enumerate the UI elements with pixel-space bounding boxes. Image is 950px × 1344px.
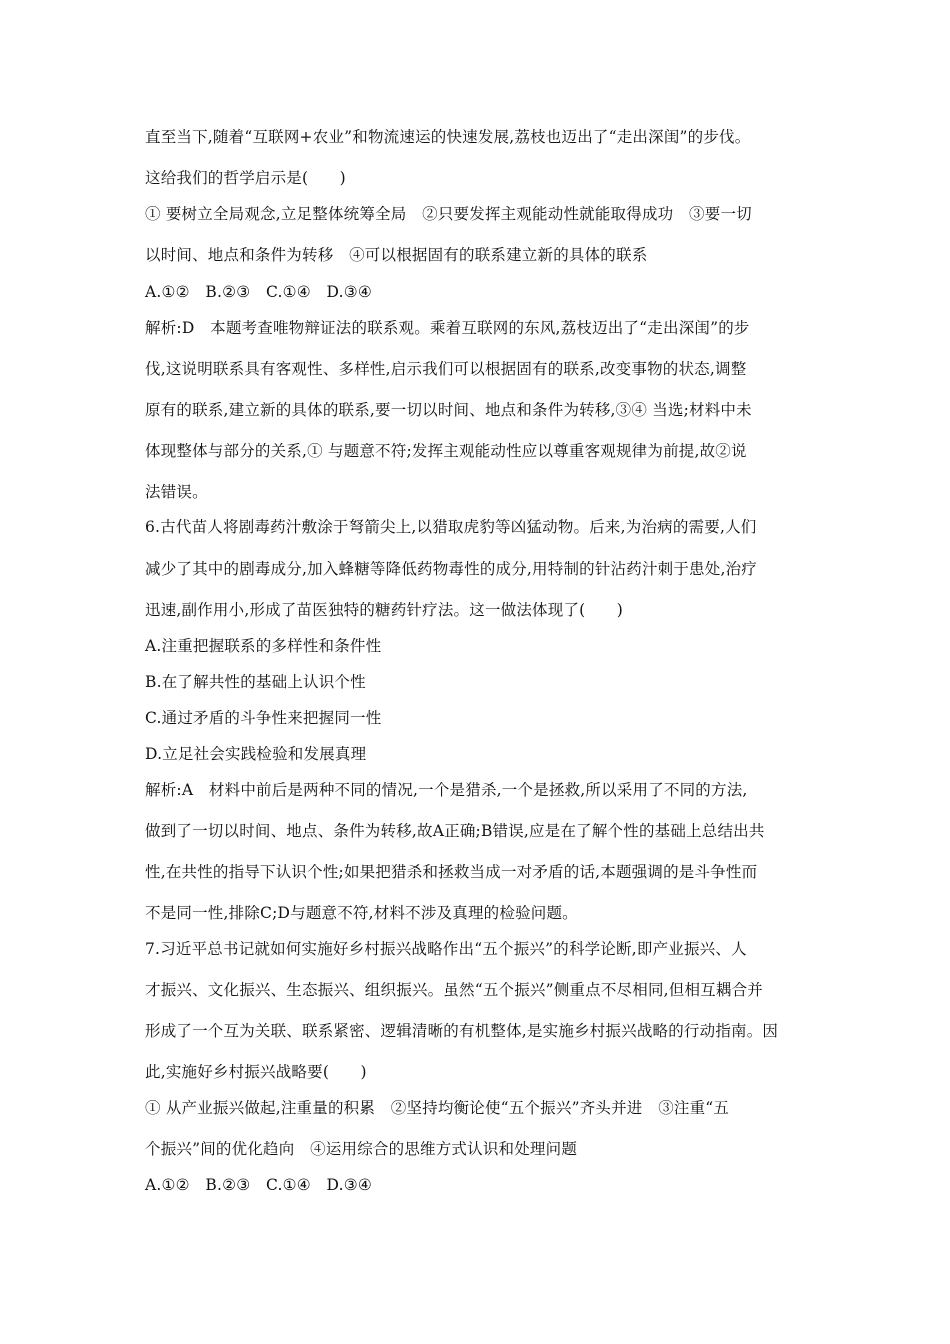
text-line: 此,实施好乡村振兴战略要( ) [145,1063,367,1081]
text-line: ① 从产业振兴做起,注重量的积累 ②坚持均衡论使“五个振兴”齐头并进 ③注重“五 [145,1099,730,1117]
text-line: 体现整体与部分的关系,① 与题意不符;发挥主观能动性应以尊重客观规律为前提,故②说 [145,442,747,460]
text-line: A.注重把握联系的多样性和条件性 [145,637,382,655]
text-line: 解析:D 本题考查唯物辩证法的联系观。乘着互联网的东风,荔枝迈出了“走出深闺”的步 [145,319,750,337]
text-line: A.①② B.②③ C.①④ D.③④ [145,283,372,301]
text-line: 伐,这说明联系具有客观性、多样性,启示我们可以根据固有的联系,改变事物的状态,调整 [145,360,747,378]
text-line: 以时间、地点和条件为转移 ④可以根据固有的联系建立新的具体的联系 [145,246,648,264]
text-line: 6.古代苗人将剧毒药汁敷涂于弩箭尖上,以猎取虎豹等凶猛动物。后来,为治病的需要,人们 [145,518,757,536]
text-line: 才振兴、文化振兴、生态振兴、组织振兴。虽然“五个振兴”侧重点不尽相同,但相互耦合并 [145,981,763,999]
text-line: A.①② B.②③ C.①④ D.③④ [145,1176,372,1194]
text-line: 做到了一切以时间、地点、条件为转移,故A正确;B错误,应是在了解个性的基础上总结出共 [145,822,765,840]
text-line: 原有的联系,建立新的具体的联系,要一切以时间、地点和条件为转移,③④ 当选;材料中未 [145,401,752,419]
text-line: 7.习近平总书记就如何实施好乡村振兴战略作出“五个振兴”的科学论断,即产业振兴、人 [145,940,747,958]
text-line: D.立足社会实践检验和发展真理 [145,745,367,763]
text-line: 不是同一性,排除C;D与题意不符,材料不涉及真理的检验问题。 [145,904,578,922]
text-line: 性,在共性的指导下认识个性;如果把猎杀和拯救当成一对矛盾的话,本题强调的是斗争性而 [145,863,758,881]
text-line: C.通过矛盾的斗争性来把握同一性 [145,709,382,727]
text-line: B.在了解共性的基础上认识个性 [145,673,366,691]
text-line: 这给我们的哲学启示是( ) [145,169,346,187]
text-line: 减少了其中的剧毒成分,加入蜂糖等降低药物毒性的成分,用特制的针沾药汁刺于患处,治疗 [145,560,757,578]
text-line: 迅速,副作用小,形成了苗医独特的糖药针疗法。这一做法体现了( ) [145,601,624,619]
text-line: 个振兴”间的优化趋向 ④运用综合的思维方式认识和处理问题 [145,1140,578,1158]
text-line: ① 要树立全局观念,立足整体统筹全局 ②只要发挥主观能动性就能取得成功 ③要一切 [145,205,752,223]
text-line: 解析:A 材料中前后是两种不同的情况,一个是猎杀,一个是拯救,所以采用了不同的方法, [145,781,748,799]
text-line: 直至当下,随着“互联网+农业”和物流速运的快速发展,荔枝也迈出了“走出深闺”的步伐。 [145,128,751,146]
text-line: 法错误。 [145,483,208,501]
text-line: 形成了一个互为关联、联系紧密、逻辑清晰的有机整体,是实施乡村振兴战略的行动指南。因 [145,1022,779,1040]
